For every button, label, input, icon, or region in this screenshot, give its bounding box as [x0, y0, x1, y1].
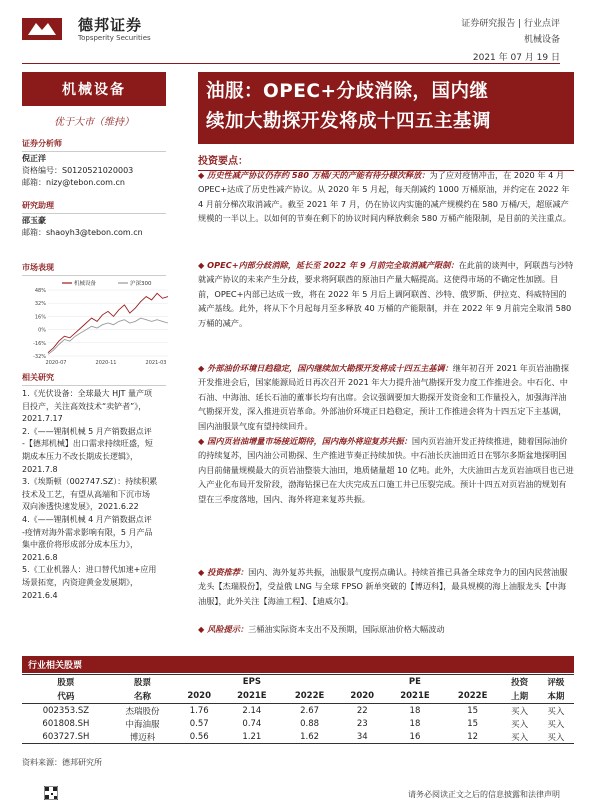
related-heading: 相关研究 — [22, 372, 166, 386]
related-item[interactable]: 2021.6.4 — [22, 590, 58, 600]
chart-y-tick: 16% — [34, 314, 46, 321]
table-cell: 18 — [409, 718, 421, 729]
chart-legend-label: 沪深300 — [130, 281, 152, 287]
table-cell: 15 — [467, 705, 479, 716]
title-line-1: 油服：OPEC+分歧消除，国内继 — [206, 81, 489, 102]
header-divider — [22, 63, 560, 64]
table-cell: 买入 — [511, 719, 529, 730]
table-cell: 16 — [386, 730, 444, 744]
table-header-cell: 2020 — [338, 689, 386, 704]
stocks-table — [22, 674, 574, 744]
table-header-cell: 评级 — [538, 675, 574, 690]
related-item[interactable]: 3.《埃斯顿（002747.SZ）：持续积累 — [22, 477, 158, 487]
bullet-diamond-icon: ◆ — [198, 436, 208, 446]
investment-bullet — [198, 361, 574, 433]
table-cell: 1.21 — [223, 730, 281, 744]
table-header-cell: 股票 — [22, 675, 110, 690]
table-header-cell: 上期 — [501, 689, 537, 704]
table-cell: 601808.SH — [42, 718, 90, 729]
analyst-email[interactable]: 邮箱：nizy@tebon.com.cn — [22, 178, 125, 187]
chart-series-line — [48, 318, 168, 354]
stocks-table-heading: 行业相关股票 — [22, 656, 574, 673]
table-cell: 杰瑞股份 — [125, 706, 160, 717]
analyst-info — [22, 153, 172, 189]
table-cell: 买入 — [547, 706, 565, 717]
chart-y-tick: -16% — [33, 340, 46, 347]
table-header-cell: 2022E — [281, 689, 339, 704]
bullet-diamond-icon: ◆ — [198, 567, 208, 577]
bullet-diamond-icon: ◆ — [198, 363, 208, 373]
table-cell: 15 — [467, 718, 479, 729]
report-title — [198, 72, 574, 144]
table-row — [22, 717, 574, 730]
investment-bullet — [198, 258, 574, 330]
related-item[interactable]: 目投产，关注高效技术“卖铲者”》， — [22, 401, 147, 411]
analyst-name: 倪正洋 — [22, 154, 46, 163]
bullet-text: 国内页岩油开发正持续推进，随着国际油价的持续复苏，国内油公司勘探、生产推进节奏正持续加快。中石油长庆油田近日在鄂尔多斯盆地探明国内目前储量规模最大的页岩油整装大油田，地质储量超 10 亿吨。此外，大庆油田古龙页岩油项目也已进入产业化布局开发阶段，渤海钻探已在大庆完成五口施工井已压裂完成。预计十四五对页岩油的规划有望在三季度落地，国内、海外将迎来复苏共振。 — [198, 436, 574, 504]
investment-bullet — [198, 168, 574, 226]
analyst-heading: 证券分析师 — [22, 138, 166, 152]
related-item[interactable]: 双向渗透快速发展》，2021.6.22 — [22, 502, 139, 512]
market-chart — [22, 278, 172, 370]
table-header-row — [22, 689, 574, 704]
table-header-cell: EPS — [223, 675, 281, 690]
table-row — [22, 730, 574, 744]
table-cell: 2.67 — [300, 705, 320, 716]
table-row — [22, 704, 574, 718]
chart-y-tick: 48% — [34, 288, 46, 294]
assistant-heading: 研究助理 — [22, 200, 166, 214]
table-header-cell — [444, 675, 502, 690]
table-cell: 博迈科 — [110, 730, 176, 744]
table-header-cell: 代码 — [22, 689, 110, 704]
bullet-lead: 外部油价环境日趋稳定，国内继续加大勘探开发将成十四五主基调： — [207, 363, 453, 373]
table-cell: 0.74 — [242, 718, 262, 729]
bullet-text: 国内、海外复苏共振，油服景气度拐点确认。持续首推已具备全球竞争力的国内民营油服龙头【杰瑞股份】，受益俄 LNG 与全球 FPSO 新单突破的【博迈科】，最具规模的海上油服龙头【中海油服】，此外关注【海油工程】、【迪威尔】。 — [198, 567, 568, 606]
table-header-cell: 2021E — [386, 689, 444, 704]
table-source: 资料来源：德邦研究所 — [22, 758, 102, 767]
chart-x-tick: 2020-11 — [95, 360, 117, 366]
table-cell: 0.57 — [189, 718, 209, 729]
table-cell: 1.62 — [281, 730, 339, 744]
chart-x-tick: 2021-03 — [145, 360, 167, 366]
assistant-name: 邵玉豪 — [22, 216, 46, 225]
related-item[interactable]: 场景拓宽，内资迎黄金发展期》， — [22, 577, 138, 587]
bullet-text: 继年初召开 2021 年页岩油勘探开发推进会后，国家能源局近日再次召开 2021 年大力提升油气勘探开发力度工作推进会。中石化、中石油、中海油、延长石油的董事长均有出席。会议强调要加大勘探开发资金和工作量投入，加强海洋油气勘探开发，深入推进页岩革命。外部油价环境正日趋稳定，预计工作推进会将为十四五定下主基调，国内油服景气度有望持续回升。 — [198, 363, 569, 431]
chart-x-tick: 2020-07 — [45, 360, 67, 366]
logo-name-cn: 德邦证券 — [78, 16, 143, 34]
investment-bullet — [198, 434, 574, 506]
related-research-list — [22, 388, 172, 602]
disclaimer: 请务必阅读正文之后的信息披露和法律声明 — [408, 790, 560, 799]
table-header-cell — [338, 675, 386, 690]
report-date: 2021 年 07 月 19 日 — [472, 53, 560, 63]
table-cell: 603727.SH — [22, 730, 110, 744]
bullet-text: 三桶油实际资本支出不及预期，国际原油价格大幅波动 — [248, 624, 445, 634]
table-cell: 买入 — [501, 730, 537, 744]
logo-name-en: Topsperity Securities — [78, 34, 151, 42]
table-header-cell: 2020 — [175, 689, 223, 704]
chart-y-tick: 0% — [38, 327, 46, 334]
industry-label: 机械设备 — [22, 72, 166, 106]
analyst-cert: 资格编号：S0120521020003 — [22, 166, 134, 175]
report-industry: 机械设备 — [523, 35, 560, 45]
assistant-info — [22, 215, 172, 239]
bullet-text: 为了应对疫情冲击，在 2020 年 4 月 OPEC+达成了历史性减产协议。从 2020 年 5 月起，每天削减约 1000 万桶原油，并约定在 2022 年 4 月前分梯次取消减产。截至 2021 年 7 月，仍在协议内实施的减产规模约在 580 万桶/天，超原减产规模的一半以上。以如何的节奏在剩下的协议时间内释放剩余 580 万桶产能限制，是目前的关注重点。 — [198, 170, 571, 224]
table-header-cell — [281, 675, 339, 690]
bullet-lead: 投资推荐： — [207, 567, 249, 577]
bullet-diamond-icon: ◆ — [198, 624, 208, 634]
title-line-2: 续加大勘探开发将成十四五主基调 — [206, 111, 492, 132]
table-header-cell: 名称 — [110, 689, 176, 704]
related-item[interactable]: 5.《工业机器人：进口替代加速+应用 — [22, 565, 157, 575]
table-header-cell: 股票 — [110, 675, 176, 690]
chart-y-tick: -32% — [33, 354, 46, 360]
related-item[interactable]: 期成本压力不改长期成长逻辑》， — [22, 451, 138, 461]
bullet-text: 在此前的谈判中，阿联酋与沙特就减产协议的未来产生分歧，要求将阿联酋的原油日产量大幅提高。这使得市场的不确定性加剧。目前，OPEC+内部已达成一致，将在 2022 年 5 月后上调阿联酋、沙特、俄罗斯、伊拉克、科威特国的减产基线。此外，将从下个月起每月至多释放 40 万桶的产能限制，并在 2022 年 9 月前完全取消 580 万桶的减产。 — [198, 260, 574, 328]
qr-code-icon — [44, 786, 58, 800]
chart-y-tick: 32% — [34, 301, 46, 308]
table-header-cell: 投资 — [501, 675, 537, 690]
related-item[interactable]: 2021.7.8 — [22, 464, 58, 474]
related-item[interactable]: 技术及工艺，有望从高端和下沉市场 — [22, 489, 150, 499]
table-header-cell: 2022E — [444, 689, 502, 704]
related-item[interactable]: -【德邦机械】出口需求持续旺盛，短 — [22, 439, 153, 449]
bullet-lead: 历史性减产协议仍存约 580 万桶/天的产能有待分様次释放： — [207, 170, 430, 180]
table-cell: 买入 — [538, 730, 574, 744]
table-header-cell: PE — [386, 675, 444, 690]
table-cell: 22 — [356, 705, 368, 716]
bullet-diamond-icon: ◆ — [198, 260, 208, 270]
bullet-lead: 风险提示： — [207, 624, 249, 634]
related-item[interactable]: 2021.6.8 — [22, 552, 58, 562]
chart-legend-label: 机械设备 — [74, 281, 97, 287]
related-item[interactable]: 集中涨价将形成部分成本压力》， — [22, 540, 138, 550]
table-cell: 0.88 — [300, 718, 320, 729]
related-item[interactable]: -疫情对海外需求影响有限，5 月产品 — [22, 527, 153, 537]
table-cell: 0.56 — [175, 730, 223, 744]
table-header-cell — [175, 675, 223, 690]
table-header-cell: 2021E — [223, 689, 281, 704]
table-cell: 34 — [338, 730, 386, 744]
related-item[interactable]: 2.《——锂制机械 5 月产销数据点评 — [22, 426, 152, 436]
related-item[interactable]: 2021.7.17 — [22, 414, 63, 424]
investment-bullet — [198, 622, 574, 636]
investment-bullet — [198, 565, 574, 608]
table-cell: 中海油服 — [125, 719, 160, 730]
bullet-lead: OPEC+内部分歧消除，延长至 2022 年 9 月前完全取消减产限制： — [207, 260, 459, 270]
bullet-diamond-icon: ◆ — [198, 170, 208, 180]
table-header-row — [22, 675, 574, 690]
report-type: 证券研究报告 | 行业点评 — [461, 19, 560, 29]
market-heading: 市场表现 — [22, 262, 166, 276]
table-cell: 买入 — [511, 706, 529, 717]
table-cell: 12 — [444, 730, 502, 744]
table-cell: 18 — [409, 705, 421, 716]
company-logo-icon — [22, 18, 62, 40]
rating: 优于大市（维持） — [54, 117, 134, 128]
assistant-email[interactable]: 邮箱：shaoyh3@tebon.com.cn — [22, 228, 143, 237]
table-cell: 002353.SZ — [42, 705, 90, 716]
table-cell: 23 — [356, 718, 368, 729]
table-cell: 2.14 — [242, 705, 262, 716]
bullet-lead: 国内页岩油增量市场接近期待，国内海外将迎复苏共振： — [207, 436, 412, 446]
table-header-cell: 本期 — [538, 689, 574, 704]
investment-heading: 投资要点： — [198, 152, 574, 171]
related-item[interactable]: 1.《光伏设备：全球最大 HJT 量产项 — [22, 389, 152, 398]
related-item[interactable]: 4.《——锂制机械 4 月产销数据点评 — [22, 514, 152, 524]
table-cell: 买入 — [547, 719, 565, 730]
table-cell: 1.76 — [189, 705, 209, 716]
